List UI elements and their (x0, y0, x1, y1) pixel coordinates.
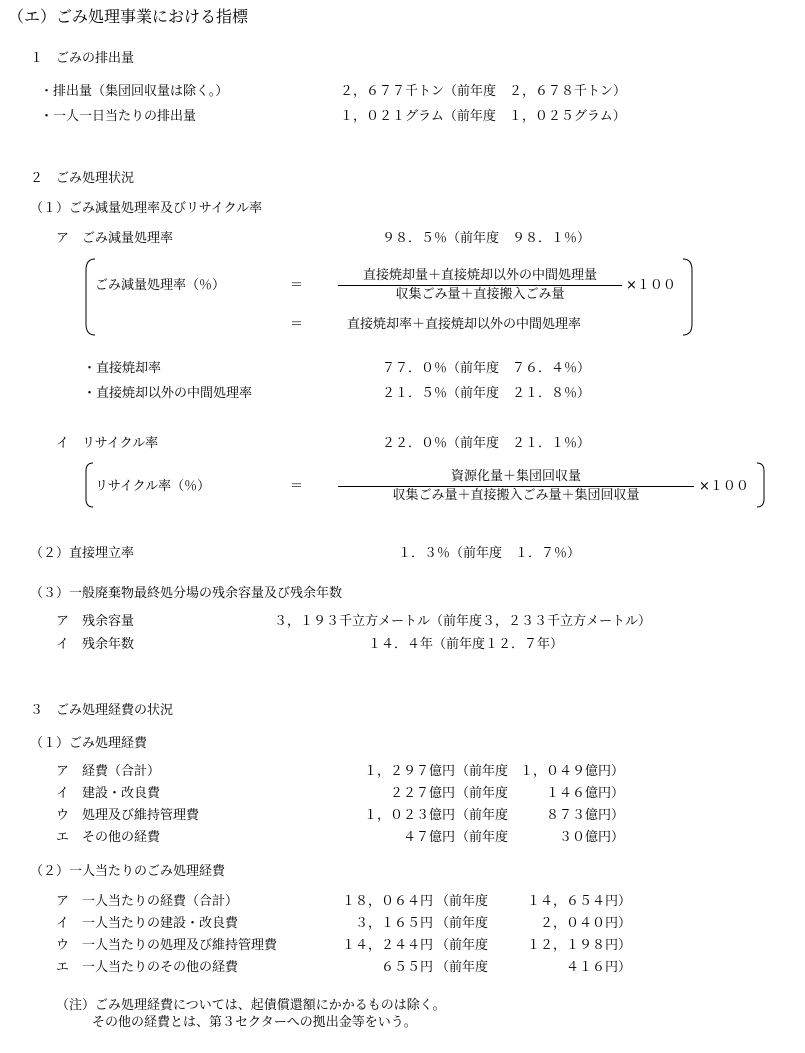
recycling-formula-lhs: リサイクル率（％） (95, 479, 211, 494)
reduction-formula-denominator: 収集ごみ量＋直接搬入ごみ量 (395, 287, 565, 302)
reduction-formula-lhs: ごみ減量処理率（％） (95, 278, 226, 293)
cost-maintenance-prev-label: （前年度 (456, 808, 509, 823)
recycling-formula-denominator: 収集ごみ量＋直接搬入ごみ量＋集団回収量 (392, 488, 640, 503)
equals-sign: ＝ (290, 317, 304, 332)
fraction-bar (338, 486, 694, 487)
per-capita-cost-maintenance-value: １４，２４４円 (341, 938, 433, 953)
subsection-3-1-heading: （１）ごみ処理経費 (30, 736, 148, 751)
subsection-3-2-heading: （２）一人当たりのごみ処理経費 (30, 864, 226, 879)
cost-total-prev-label: （前年度 (456, 764, 509, 779)
cost-total-prev: １，０４９億円） (519, 764, 624, 779)
reduction-formula-rhs2: 直接焼却率＋直接焼却以外の中間処理率 (347, 317, 582, 332)
cost-maintenance-prev: ８７３億円） (545, 808, 624, 823)
cost-other-label: エ その他の経費 (56, 830, 161, 845)
discharge-label: ・排出量（集団回収量は除く。） (40, 84, 229, 99)
reduction-formula-multiplier: ×１００ (626, 278, 676, 293)
cost-maintenance-value: １，０２３億円 (363, 808, 455, 823)
direct-landfill-value: １．３％（前年度 １．７％） (398, 546, 581, 561)
per-capita-discharge-value: １，０２１グラム（前年度 １，０２５グラム） (340, 109, 626, 124)
direct-landfill-label: （２）直接埋立率 (30, 546, 135, 561)
per-capita-cost-total-label: ア 一人当たりの経費（合計） (56, 894, 239, 909)
per-capita-discharge-label: ・一人一日当たりの排出量 (40, 109, 197, 124)
section-3-heading: ３ ごみ処理経費の状況 (30, 703, 174, 718)
cost-total-label: ア 経費（合計） (56, 764, 161, 779)
cost-other-prev: ３０億円） (558, 830, 624, 845)
per-capita-cost-other-prev: ４１６円） (565, 960, 631, 975)
per-capita-cost-construction-prev: ２，０４０円） (539, 916, 631, 931)
left-brace (84, 462, 94, 508)
per-capita-cost-total-value: １８，０６４円 (341, 894, 433, 909)
right-brace (756, 462, 766, 508)
cost-construction-label: イ 建設・改良費 (56, 786, 161, 801)
fraction-bar (338, 285, 622, 286)
remaining-capacity-label: ア 残余容量 (56, 614, 135, 629)
cost-other-value: ４７億円 (402, 830, 455, 845)
per-capita-cost-construction-label: イ 一人当たりの建設・改良費 (56, 916, 239, 931)
direct-incineration-value: ７７．０％（前年度 ７６．４％） (382, 361, 591, 376)
section-2-heading: ２ ごみ処理状況 (30, 171, 135, 186)
per-capita-cost-construction-value: ３，１６５円 (354, 916, 433, 931)
page-title: （エ）ごみ処理事業における指標 (8, 7, 249, 26)
cost-other-prev-label: （前年度 (456, 830, 509, 845)
intermediate-treatment-value: ２１．５％（前年度 ２１．８％） (382, 386, 591, 401)
cost-construction-value: ２２７億円 (389, 786, 455, 801)
recycling-rate-label: イ リサイクル率 (56, 436, 159, 451)
left-brace (84, 258, 96, 336)
reduction-rate-value: ９８．５％（前年度 ９８．１％） (382, 231, 591, 246)
per-capita-cost-maintenance-label: ウ 一人当たりの処理及び維持管理費 (56, 938, 278, 953)
remaining-years-label: イ 残余年数 (56, 637, 135, 652)
equals-sign: ＝ (290, 479, 304, 494)
recycling-formula-numerator: 資源化量＋集団回収量 (450, 469, 581, 484)
right-brace (682, 258, 694, 336)
cost-maintenance-label: ウ 処理及び維持管理費 (56, 808, 200, 823)
per-capita-cost-other-value: ６５５円 (380, 960, 433, 975)
recycling-rate-value: ２２．０％（前年度 ２１．１％） (382, 436, 591, 451)
per-capita-cost-maintenance-prev: １２，１９８円） (526, 938, 631, 953)
per-capita-cost-total-prev: １４，６５４円） (526, 894, 631, 909)
recycling-formula-multiplier: ×１００ (699, 479, 749, 494)
direct-incineration-label: ・直接焼却率 (83, 361, 162, 376)
reduction-rate-label: ア ごみ減量処理率 (56, 231, 174, 246)
per-capita-cost-other-label: エ 一人当たりのその他の経費 (56, 960, 239, 975)
cost-construction-prev-label: （前年度 (456, 786, 509, 801)
section-1-heading: １ ごみの排出量 (30, 51, 135, 66)
intermediate-treatment-label: ・直接焼却以外の中間処理率 (83, 386, 253, 401)
cost-construction-prev: １４６億円） (545, 786, 624, 801)
remaining-years-value: １４．４年（前年度１２．７年） (368, 637, 564, 652)
footnote-line-1: （注）ごみ処理経費については、起債償還額にかかるものは除く。 (56, 998, 446, 1013)
reduction-formula-numerator: 直接焼却量＋直接焼却以外の中間処理量 (362, 268, 597, 283)
subsection-2-3-heading: （３）一般廃棄物最終処分場の残余容量及び残余年数 (30, 586, 343, 601)
remaining-capacity-value: ３，１９３千立方メートル（前年度３，２３３千立方メートル） (274, 614, 652, 629)
per-capita-cost-total-prev-label: （前年度 (436, 894, 489, 909)
subsection-2-1-heading: （１）ごみ減量処理率及びリサイクル率 (30, 201, 263, 216)
per-capita-cost-construction-prev-label: （前年度 (436, 916, 489, 931)
discharge-value: ２，６７７千トン（前年度 ２，６７８千トン） (340, 84, 627, 99)
cost-total-value: １，２９７億円 (363, 764, 455, 779)
per-capita-cost-other-prev-label: （前年度 (436, 960, 489, 975)
footnote-line-2: その他の経費とは、第３セクターへの拠出金等をいう。 (92, 1015, 417, 1030)
equals-sign: ＝ (290, 278, 304, 293)
per-capita-cost-maintenance-prev-label: （前年度 (436, 938, 489, 953)
